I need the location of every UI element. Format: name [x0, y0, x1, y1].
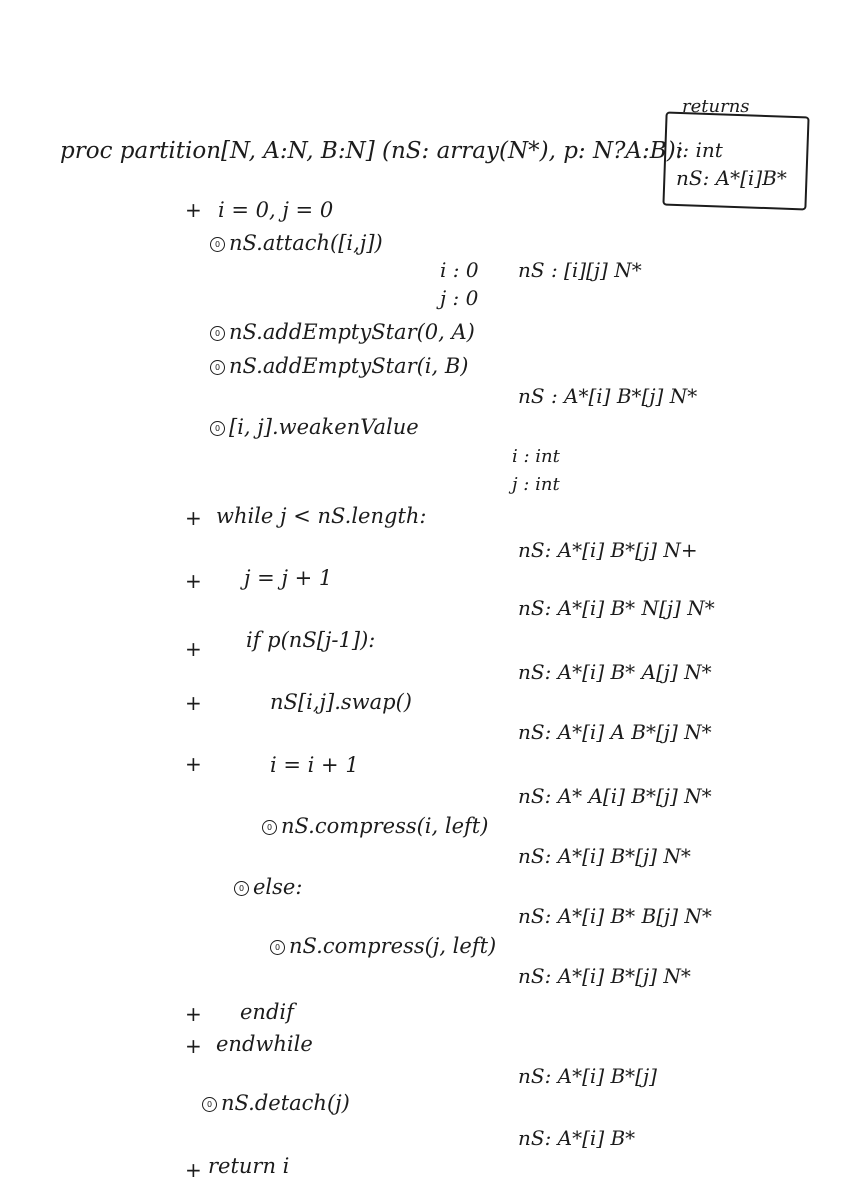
code-text-wrap [202, 1093, 350, 1114]
code-text: endif [240, 1000, 294, 1024]
state-annotation: i : int [512, 446, 560, 467]
circled-number-icon: 0 [270, 940, 285, 955]
circled-number-icon: 0 [210, 421, 225, 436]
state-annotation: nS: A*[i] B* [518, 1126, 636, 1150]
code-text: nS.addEmptyStar(i, B) [229, 354, 469, 378]
plus-marker: + [185, 506, 202, 530]
returns-line-i: i: int [676, 138, 723, 162]
code-text: i = 0, j = 0 [218, 198, 334, 222]
code-text-wrap [210, 417, 419, 438]
state-annotation: nS : A*[i] B*[j] N* [518, 384, 698, 408]
returns-line-ns: nS: A*[i]B* [676, 166, 787, 190]
plus-marker: + [185, 1034, 202, 1058]
state-annotation: nS: A*[i] B*[j] N* [518, 844, 691, 868]
circled-number-icon: 0 [210, 360, 225, 375]
code-text: nS.addEmptyStar(0, A) [229, 320, 475, 344]
code-text-wrap [270, 936, 496, 957]
code-text: nS.compress(j, left) [289, 934, 497, 958]
code-text: j = j + 1 [244, 566, 333, 590]
plus-marker: + [185, 691, 202, 715]
plus-marker: + [185, 198, 202, 222]
code-text: i = i + 1 [270, 753, 359, 777]
state-annotation: nS: A* A[i] B*[j] N* [518, 784, 712, 808]
state-annotation: nS: A*[i] B*[j] [518, 1064, 657, 1088]
code-text-wrap [262, 816, 488, 837]
circled-number-icon: 0 [210, 237, 225, 252]
code-text: while j < nS.length: [216, 504, 427, 528]
code-text-wrap [210, 322, 475, 343]
code-text: else: [253, 875, 303, 899]
state-annotation: nS: A*[i] B*[j] N* [518, 964, 691, 988]
code-text: nS.compress(i, left) [281, 814, 489, 838]
code-text-wrap [210, 233, 383, 254]
state-annotation: nS: A*[i] B* N[j] N* [518, 596, 715, 620]
state-annotation: j : 0 [440, 286, 479, 310]
code-text-wrap [234, 877, 302, 898]
code-text: nS.detach(j) [221, 1091, 350, 1115]
state-annotation: nS: A*[i] B* B[j] N* [518, 904, 712, 928]
state-annotation: nS: A*[i] B* A[j] N* [518, 660, 712, 684]
state-annotation: nS: A*[i] B*[j] N+ [518, 538, 698, 562]
state-annotation: i : 0 [440, 258, 479, 282]
code-text-wrap [210, 356, 469, 377]
plus-marker: + [185, 752, 202, 776]
code-text: return i [208, 1154, 290, 1178]
code-text: nS[i,j].swap() [270, 690, 412, 714]
plus-marker: + [185, 1158, 202, 1182]
state-annotation: nS: A*[i] A B*[j] N* [518, 720, 712, 744]
circled-number-icon: 0 [210, 326, 225, 341]
code-text: [i, j].weakenValue [229, 415, 419, 439]
state-annotation: j : int [512, 474, 560, 495]
circled-number-icon: 0 [262, 820, 277, 835]
circled-number-icon: 0 [234, 881, 249, 896]
state-annotation: nS : [i][j] N* [518, 258, 642, 282]
procedure-signature: proc partition[N, A:N, B:N] (nS: array(N*), p: N?A:B): [60, 138, 684, 164]
code-text: nS.attach([i,j]) [229, 231, 383, 255]
returns-label: returns [682, 96, 750, 117]
plus-marker: + [185, 637, 202, 661]
code-text: endwhile [216, 1032, 313, 1056]
plus-marker: + [185, 1002, 202, 1026]
plus-marker: + [185, 569, 202, 593]
code-text: if p(nS[j-1]): [246, 628, 376, 652]
circled-number-icon: 0 [202, 1097, 217, 1112]
